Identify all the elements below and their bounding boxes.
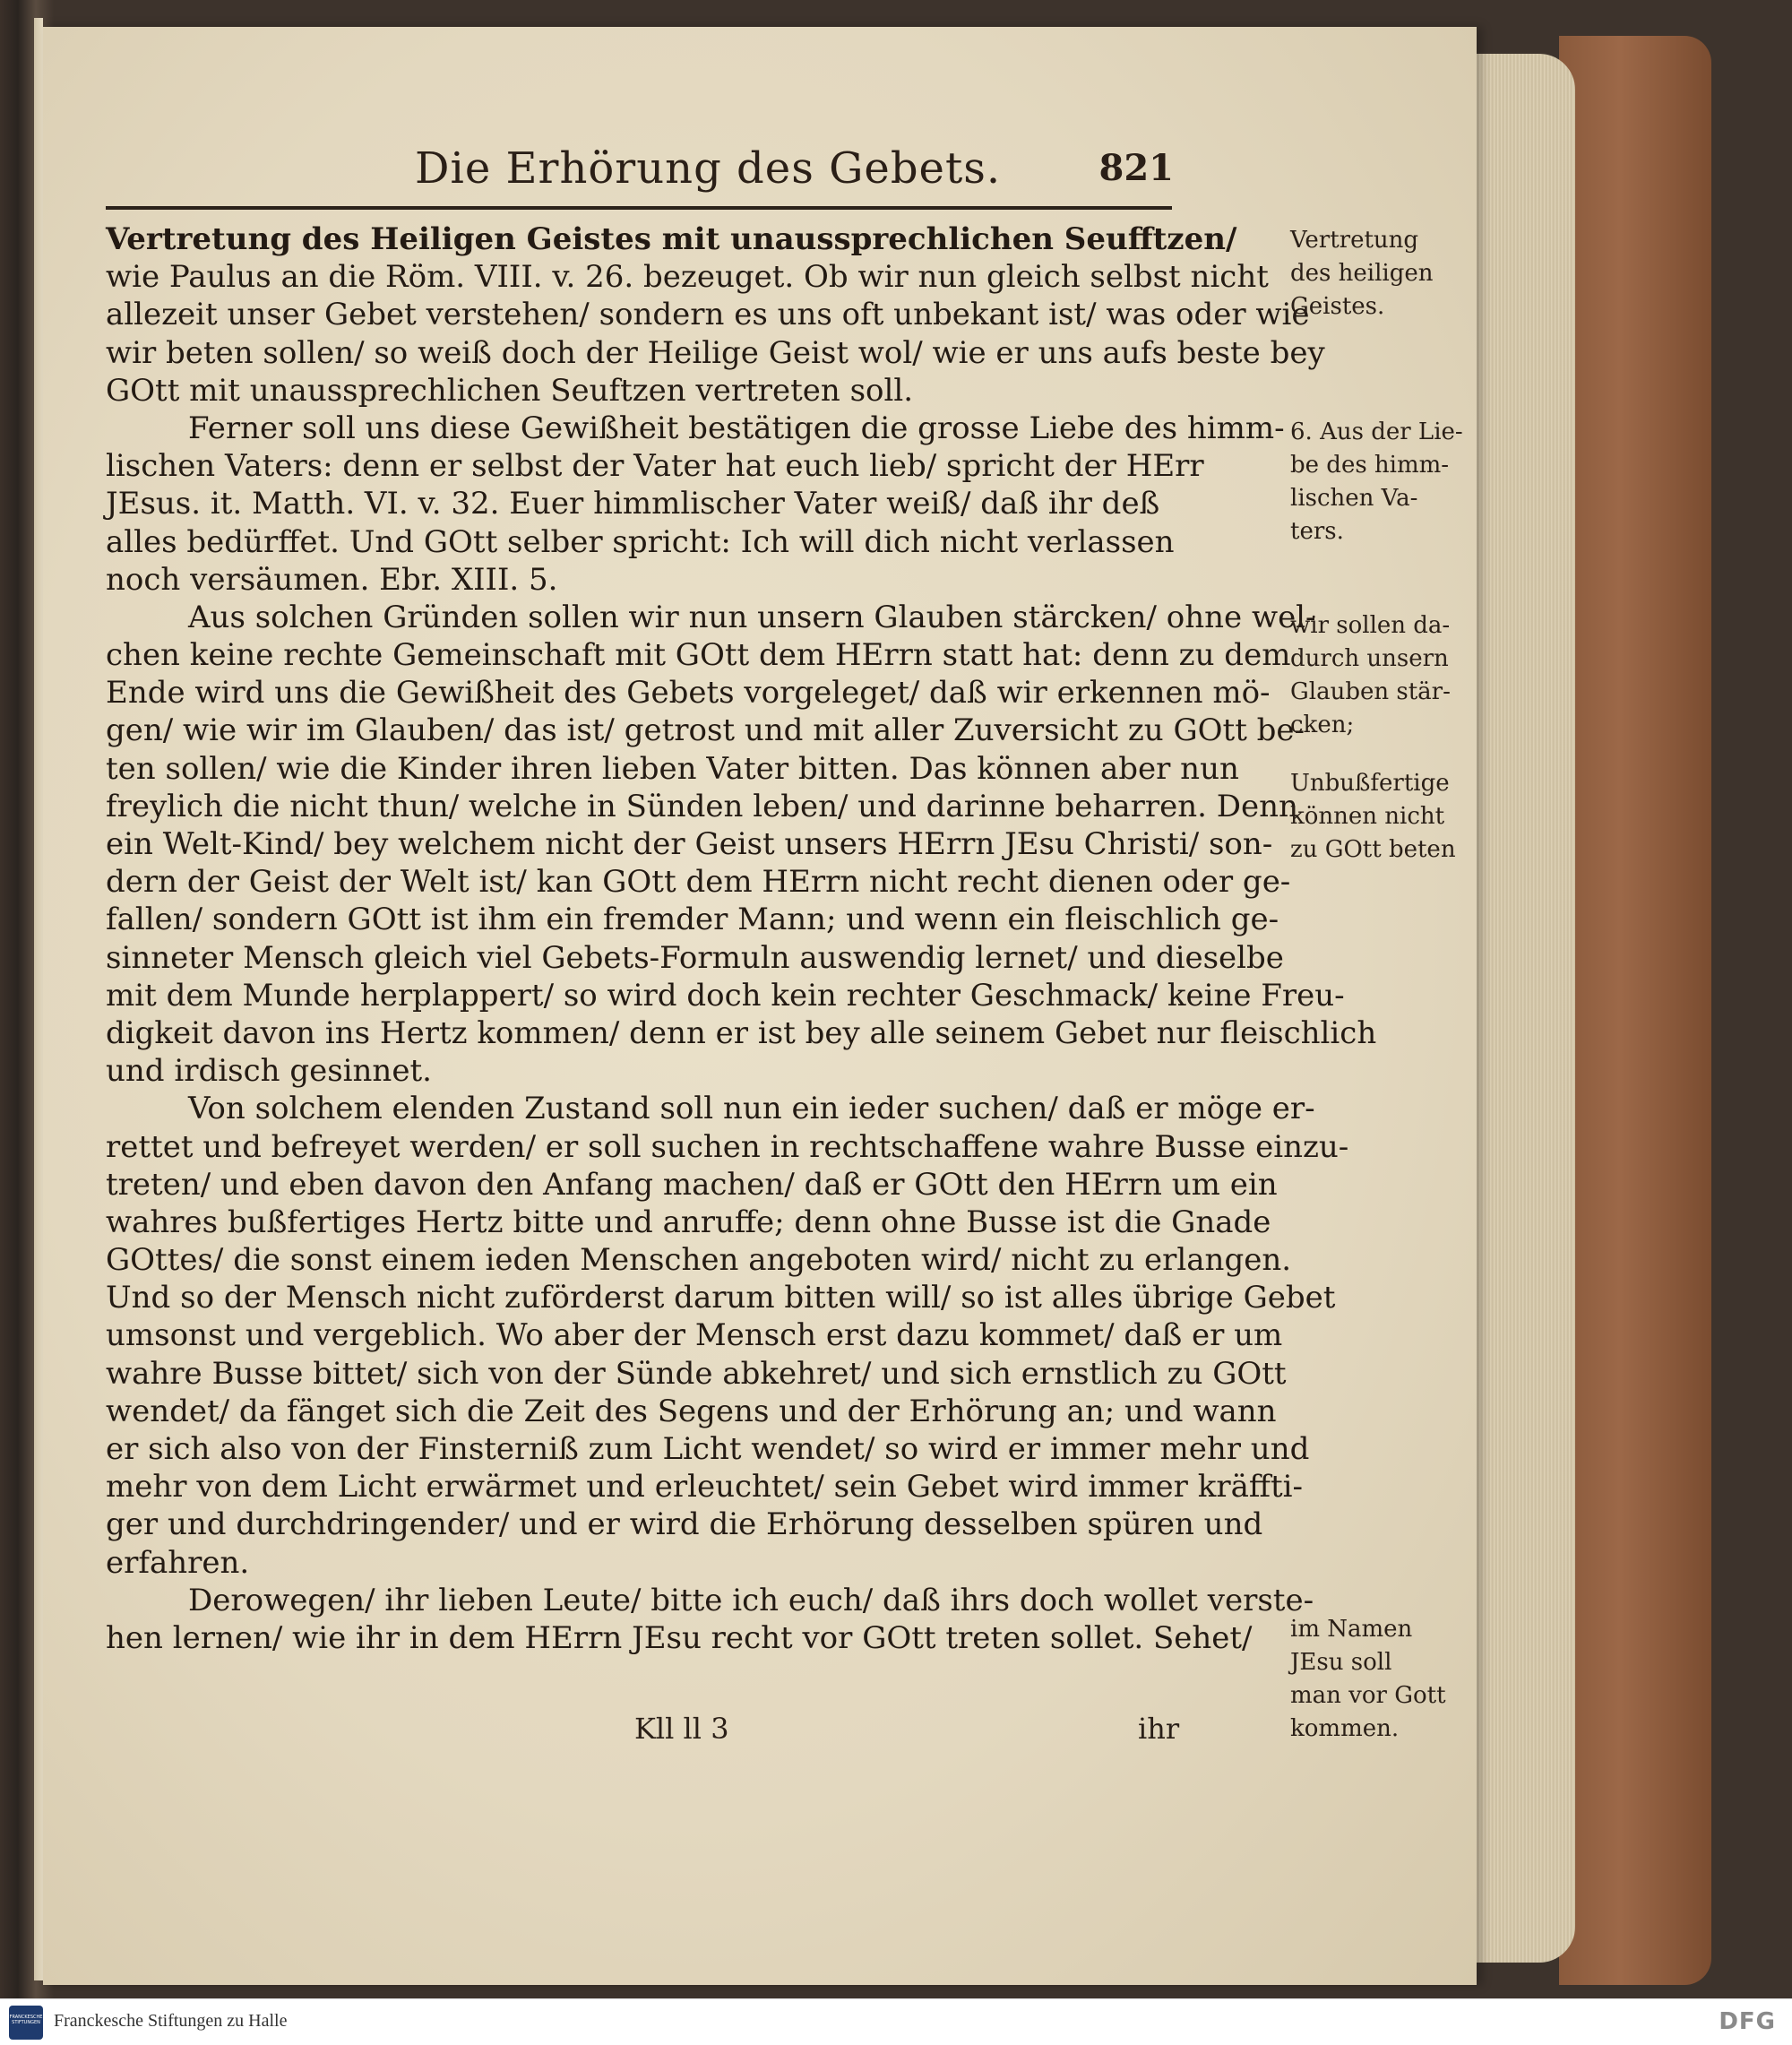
text-line: er sich also von der Finsterniß zum Licht wendet/ so wird er immer mehr und <box>106 1431 1310 1467</box>
text-line: Von solchem elenden Zustand soll nun ein ieder suchen/ daß er möge er- <box>188 1091 1315 1127</box>
text-line: hen lernen/ wie ihr in dem HErrn JEsu recht vor GOtt treten sollet. Sehet/ <box>106 1619 1253 1656</box>
page-fore-edge <box>1477 54 1575 1963</box>
text-line: umsonst und vergeblich. Wo aber der Mensch erst dazu kommet/ daß er um <box>106 1317 1283 1354</box>
text-line: lischen Vaters: denn er selbst der Vater hat euch lieb/ spricht der HErr <box>106 448 1204 485</box>
margin-note-liebe: 6. Aus der Lie- be des himm- lischen Va- ters. <box>1290 418 1463 545</box>
text-line: JEsus. it. Matth. VI. v. 32. Euer himmlischer Vater weiß/ daß ihr deß <box>106 486 1160 522</box>
text-line: mehr von dem Licht erwärmet und erleuchtet/ sein Gebet wird immer kräffti- <box>106 1469 1304 1506</box>
text-line: wahre Busse bittet/ sich von der Sünde abkehret/ und sich ernstlich zu GOtt <box>106 1355 1287 1392</box>
text-line: ger und durchdringender/ und er wird die Erhörung desselben spüren und <box>106 1506 1263 1543</box>
text-line: wendet/ da fänget sich die Zeit des Segens und der Erhörung an; und wann <box>106 1393 1277 1429</box>
header-rule <box>106 206 1172 210</box>
text-line: wie Paulus an die Röm. VIII. v. 26. bezeuget. Ob wir nun gleich selbst nicht <box>106 259 1269 296</box>
text-line: GOttes/ die sonst einem ieden Menschen angeboten wird/ nicht zu erlangen. <box>106 1242 1292 1279</box>
text-line: GOtt mit unaussprechlichen Seuftzen vertreten soll. <box>106 372 914 409</box>
text-line: wir beten sollen/ so weiß doch der Heilige Geist wol/ wie er uns aufs beste bey <box>106 334 1325 371</box>
text-line: freylich die nicht thun/ welche in Sünden leben/ und darinne beharren. Denn <box>106 788 1298 824</box>
left-page-edge <box>34 18 43 1980</box>
page-foot-marks <box>106 1712 1181 1747</box>
margin-note-namen: im Namen JEsu soll man vor Gott kommen. <box>1290 1616 1446 1742</box>
text-line: allezeit unser Gebet verstehen/ sondern es uns oft unbekant ist/ was oder wie <box>106 297 1310 333</box>
text-line: alles bedürffet. Und GOtt selber spricht: Ich will dich nicht verlassen <box>106 523 1175 560</box>
text-line: ten sollen/ wie die Kinder ihren lieben Vater bitten. Das können aber nun <box>106 750 1239 787</box>
book-cover-edge <box>1559 36 1711 1985</box>
text-line: ein Welt-Kind/ bey welchem nicht der Geist unsers HErrn JEsu Christi/ son- <box>106 826 1273 862</box>
text-line: und irdisch gesinnet. <box>106 1053 432 1090</box>
text-line: Vertretung des Heiligen Geistes mit unaussprechlichen Seufftzen/ <box>106 221 1237 257</box>
text-line: digkeit davon ins Hertz kommen/ denn er ist bey alle seinem Gebet nur fleischlich <box>106 1014 1377 1051</box>
page-header <box>106 143 1174 206</box>
text-line: fallen/ sondern GOtt ist ihm ein fremder Mann; und wenn ein fleischlich ge- <box>106 902 1279 938</box>
text-line: chen keine rechte Gemeinschaft mit GOtt dem HErrn statt hat: denn zu dem <box>106 637 1291 674</box>
text-line: Ferner soll uns diese Gewißheit bestätigen die grosse Liebe des himm- <box>188 410 1285 446</box>
margin-note-vertretung: Vertretung des heiligen Geistes. <box>1290 227 1434 320</box>
margin-note-unbussfertige: Unbußfertige können nicht zu GOtt beten <box>1290 770 1456 863</box>
text-line: sinneter Mensch gleich viel Gebets-Formuln auswendig lernet/ und dieselbe <box>106 939 1284 976</box>
page-number: 821 <box>1098 147 1174 189</box>
text-line: Ende wird uns die Gewißheit des Gebets vorgeleget/ daß wir erkennen mö- <box>106 675 1271 712</box>
text-line: Und so der Mensch nicht zuförderst darum bitten will/ so ist alles übrige Gebet <box>106 1280 1336 1316</box>
text-line: wahres bußfertiges Hertz bitte und anruffe; denn ohne Busse ist die Gnade <box>106 1204 1271 1240</box>
institution-logo: FRANCKESCHE STIFTUNGEN <box>9 2006 43 2040</box>
text-line: dern der Geist der Welt ist/ kan GOtt dem HErrn nicht recht dienen oder ge- <box>106 864 1291 901</box>
text-line: noch versäumen. Ebr. XIII. 5. <box>106 561 558 598</box>
institution-name: Franckesche Stiftungen zu Halle <box>54 2011 288 2031</box>
dfg-logo: DFG <box>1719 2008 1776 2035</box>
text-line: mit dem Munde herplappert/ so wird doch kein rechter Geschmack/ keine Freu- <box>106 977 1345 1014</box>
text-line: rettet und befreyet werden/ er soll suchen in rechtschaffene wahre Busse einzu- <box>106 1128 1349 1165</box>
text-line: Derowegen/ ihr lieben Leute/ bitte ich euch/ daß ihrs doch wollet verste- <box>188 1582 1314 1618</box>
viewer-footer <box>0 1998 1792 2045</box>
margin-note-glauben: wir sollen da- durch unsern Glauben stär- cken; <box>1290 612 1451 738</box>
catchword: ihr <box>1138 1712 1180 1746</box>
text-line: Aus solchen Gründen sollen wir nun unsern Glauben stärcken/ ohne wel- <box>188 599 1316 635</box>
text-line: gen/ wie wir im Glauben/ das ist/ getrost und mit aller Zuversicht zu GOtt be- <box>106 712 1305 749</box>
text-line: erfahren. <box>106 1544 250 1581</box>
signature-mark: Kll ll 3 <box>634 1712 729 1746</box>
running-title: Die Erhörung des Gebets. <box>415 143 1002 194</box>
text-line: treten/ und eben davon den Anfang machen/ daß er GOtt den HErrn um ein <box>106 1166 1278 1203</box>
